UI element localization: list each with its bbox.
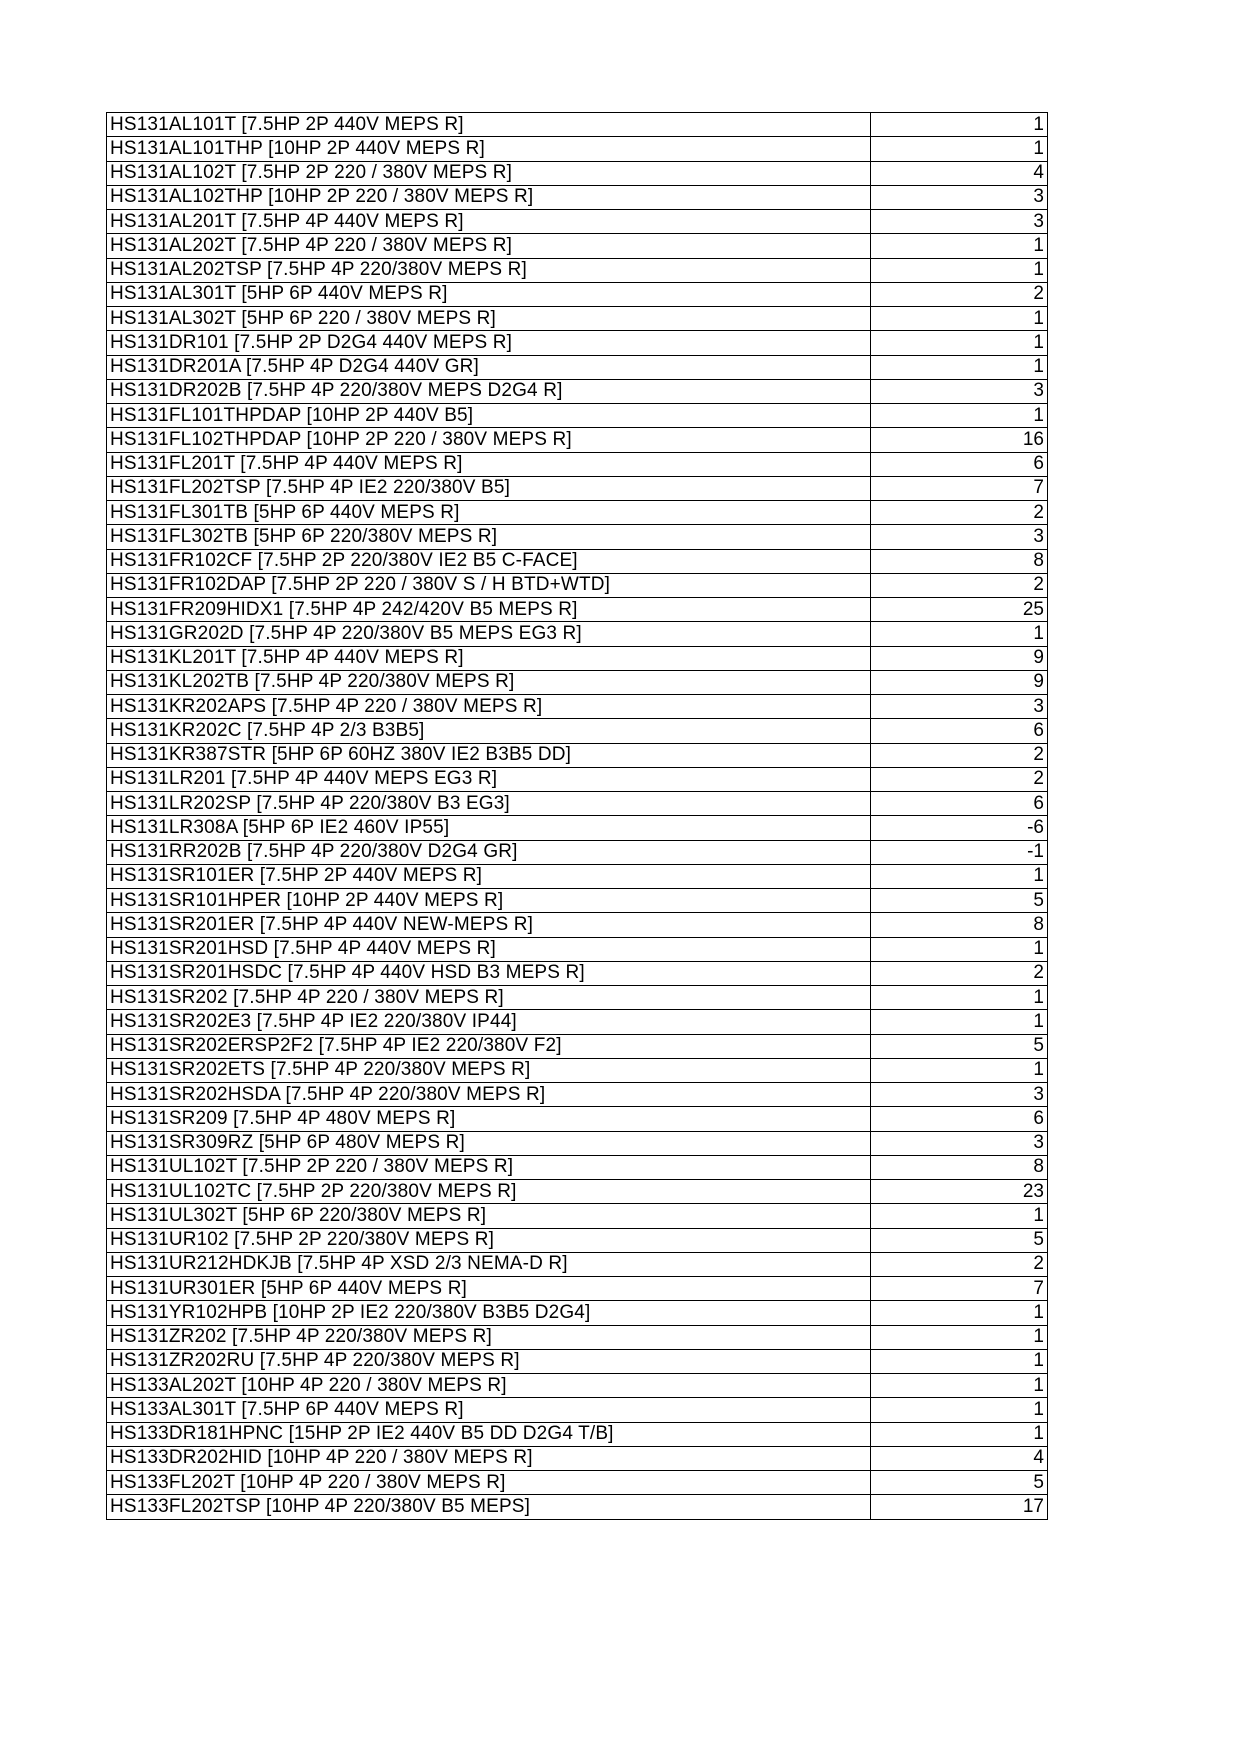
table-row bbox=[107, 501, 1048, 525]
item-description-cell: HS131DR201A [7.5HP 4P D2G4 440V GR] bbox=[107, 355, 871, 379]
table-row bbox=[107, 1422, 1048, 1446]
item-description-cell: HS131SR202ETS [7.5HP 4P 220/380V MEPS R] bbox=[107, 1058, 871, 1082]
item-quantity-cell: 1 bbox=[871, 1010, 1048, 1034]
item-description-cell: HS131FR209HIDX1 [7.5HP 4P 242/420V B5 MEPS R] bbox=[107, 598, 871, 622]
item-quantity-cell: 9 bbox=[871, 646, 1048, 670]
item-description-cell: HS131DR202B [7.5HP 4P 220/380V MEPS D2G4 R] bbox=[107, 379, 871, 403]
item-quantity-cell: 1 bbox=[871, 1204, 1048, 1228]
table-row bbox=[107, 1349, 1048, 1373]
item-description-cell: HS131FL301TB [5HP 6P 440V MEPS R] bbox=[107, 501, 871, 525]
inventory-table-body bbox=[107, 113, 1048, 1520]
table-row bbox=[107, 937, 1048, 961]
table-row bbox=[107, 1228, 1048, 1252]
table-row bbox=[107, 282, 1048, 306]
table-row bbox=[107, 379, 1048, 403]
item-quantity-cell: 2 bbox=[871, 743, 1048, 767]
item-quantity-cell: 3 bbox=[871, 185, 1048, 209]
table-row bbox=[107, 1083, 1048, 1107]
item-quantity-cell: 4 bbox=[871, 161, 1048, 185]
table-row bbox=[107, 258, 1048, 282]
table-row bbox=[107, 864, 1048, 888]
item-description-cell: HS133DR202HID [10HP 4P 220 / 380V MEPS R] bbox=[107, 1446, 871, 1470]
table-row bbox=[107, 331, 1048, 355]
item-quantity-cell: 2 bbox=[871, 573, 1048, 597]
item-description-cell: HS131AL101THP [10HP 2P 440V MEPS R] bbox=[107, 137, 871, 161]
table-row bbox=[107, 1034, 1048, 1058]
item-description-cell: HS131AL202T [7.5HP 4P 220 / 380V MEPS R] bbox=[107, 234, 871, 258]
item-quantity-cell: 6 bbox=[871, 452, 1048, 476]
table-row bbox=[107, 695, 1048, 719]
item-quantity-cell: 2 bbox=[871, 282, 1048, 306]
table-row bbox=[107, 185, 1048, 209]
item-description-cell: HS131AL101T [7.5HP 2P 440V MEPS R] bbox=[107, 113, 871, 137]
table-row bbox=[107, 889, 1048, 913]
inventory-table bbox=[106, 112, 1048, 1520]
item-quantity-cell: 5 bbox=[871, 1228, 1048, 1252]
item-quantity-cell: 1 bbox=[871, 1422, 1048, 1446]
item-quantity-cell: -1 bbox=[871, 840, 1048, 864]
item-description-cell: HS131ZR202RU [7.5HP 4P 220/380V MEPS R] bbox=[107, 1349, 871, 1373]
item-quantity-cell: 4 bbox=[871, 1446, 1048, 1470]
item-quantity-cell: 1 bbox=[871, 137, 1048, 161]
item-quantity-cell: 7 bbox=[871, 476, 1048, 500]
table-row bbox=[107, 1204, 1048, 1228]
item-description-cell: HS131FR102CF [7.5HP 2P 220/380V IE2 B5 C-FACE] bbox=[107, 549, 871, 573]
item-description-cell: HS133AL301T [7.5HP 6P 440V MEPS R] bbox=[107, 1398, 871, 1422]
table-row bbox=[107, 404, 1048, 428]
table-row bbox=[107, 961, 1048, 985]
item-quantity-cell: 5 bbox=[871, 889, 1048, 913]
item-description-cell: HS131SR201ER [7.5HP 4P 440V NEW-MEPS R] bbox=[107, 913, 871, 937]
table-row bbox=[107, 1374, 1048, 1398]
item-description-cell: HS131UR212HDKJB [7.5HP 4P XSD 2/3 NEMA-D R] bbox=[107, 1252, 871, 1276]
table-row bbox=[107, 670, 1048, 694]
item-quantity-cell: 17 bbox=[871, 1495, 1048, 1519]
item-quantity-cell: 1 bbox=[871, 1398, 1048, 1422]
item-description-cell: HS131KL202TB [7.5HP 4P 220/380V MEPS R] bbox=[107, 670, 871, 694]
item-quantity-cell: 1 bbox=[871, 404, 1048, 428]
table-row bbox=[107, 1398, 1048, 1422]
table-row bbox=[107, 1010, 1048, 1034]
table-row bbox=[107, 1277, 1048, 1301]
item-quantity-cell: 16 bbox=[871, 428, 1048, 452]
table-row bbox=[107, 1107, 1048, 1131]
table-row bbox=[107, 792, 1048, 816]
item-description-cell: HS131SR202 [7.5HP 4P 220 / 380V MEPS R] bbox=[107, 986, 871, 1010]
item-description-cell: HS131KR202APS [7.5HP 4P 220 / 380V MEPS R] bbox=[107, 695, 871, 719]
table-row bbox=[107, 816, 1048, 840]
item-description-cell: HS131AL302T [5HP 6P 220 / 380V MEPS R] bbox=[107, 307, 871, 331]
item-description-cell: HS131UR102 [7.5HP 2P 220/380V MEPS R] bbox=[107, 1228, 871, 1252]
table-row bbox=[107, 234, 1048, 258]
item-description-cell: HS133FL202TSP [10HP 4P 220/380V B5 MEPS] bbox=[107, 1495, 871, 1519]
item-description-cell: HS131KR387STR [5HP 6P 60HZ 380V IE2 B3B5 DD] bbox=[107, 743, 871, 767]
table-row bbox=[107, 743, 1048, 767]
item-quantity-cell: 1 bbox=[871, 307, 1048, 331]
item-quantity-cell: 8 bbox=[871, 549, 1048, 573]
item-description-cell: HS131KL201T [7.5HP 4P 440V MEPS R] bbox=[107, 646, 871, 670]
item-quantity-cell: 6 bbox=[871, 792, 1048, 816]
table-row bbox=[107, 573, 1048, 597]
item-quantity-cell: 2 bbox=[871, 767, 1048, 791]
table-row bbox=[107, 428, 1048, 452]
table-row bbox=[107, 210, 1048, 234]
table-row bbox=[107, 767, 1048, 791]
item-description-cell: HS131LR201 [7.5HP 4P 440V MEPS EG3 R] bbox=[107, 767, 871, 791]
table-row bbox=[107, 1155, 1048, 1179]
item-quantity-cell: 2 bbox=[871, 1252, 1048, 1276]
table-row bbox=[107, 646, 1048, 670]
table-row bbox=[107, 1446, 1048, 1470]
item-quantity-cell: 9 bbox=[871, 670, 1048, 694]
item-description-cell: HS131AL102THP [10HP 2P 220 / 380V MEPS R] bbox=[107, 185, 871, 209]
table-row bbox=[107, 719, 1048, 743]
item-quantity-cell: 1 bbox=[871, 1349, 1048, 1373]
item-quantity-cell: 1 bbox=[871, 986, 1048, 1010]
item-description-cell: HS131AL202TSP [7.5HP 4P 220/380V MEPS R] bbox=[107, 258, 871, 282]
item-description-cell: HS131UL302T [5HP 6P 220/380V MEPS R] bbox=[107, 1204, 871, 1228]
item-description-cell: HS131AL301T [5HP 6P 440V MEPS R] bbox=[107, 282, 871, 306]
table-row bbox=[107, 913, 1048, 937]
table-row bbox=[107, 1471, 1048, 1495]
item-description-cell: HS131FL102THPDAP [10HP 2P 220 / 380V MEPS R] bbox=[107, 428, 871, 452]
item-description-cell: HS131DR101 [7.5HP 2P D2G4 440V MEPS R] bbox=[107, 331, 871, 355]
item-quantity-cell: 3 bbox=[871, 1083, 1048, 1107]
item-quantity-cell: 5 bbox=[871, 1471, 1048, 1495]
table-row bbox=[107, 113, 1048, 137]
item-quantity-cell: 3 bbox=[871, 210, 1048, 234]
item-description-cell: HS131ZR202 [7.5HP 4P 220/380V MEPS R] bbox=[107, 1325, 871, 1349]
item-quantity-cell: 25 bbox=[871, 598, 1048, 622]
item-quantity-cell: 3 bbox=[871, 525, 1048, 549]
item-quantity-cell: 3 bbox=[871, 379, 1048, 403]
item-description-cell: HS131RR202B [7.5HP 4P 220/380V D2G4 GR] bbox=[107, 840, 871, 864]
item-quantity-cell: 1 bbox=[871, 864, 1048, 888]
item-quantity-cell: 2 bbox=[871, 501, 1048, 525]
table-row bbox=[107, 1301, 1048, 1325]
table-row bbox=[107, 1495, 1048, 1519]
item-description-cell: HS131FL302TB [5HP 6P 220/380V MEPS R] bbox=[107, 525, 871, 549]
item-quantity-cell: 1 bbox=[871, 331, 1048, 355]
item-quantity-cell: 1 bbox=[871, 113, 1048, 137]
table-row bbox=[107, 355, 1048, 379]
table-row bbox=[107, 307, 1048, 331]
item-description-cell: HS131SR201HSDC [7.5HP 4P 440V HSD B3 MEPS R] bbox=[107, 961, 871, 985]
item-quantity-cell: 5 bbox=[871, 1034, 1048, 1058]
item-description-cell: HS131AL201T [7.5HP 4P 440V MEPS R] bbox=[107, 210, 871, 234]
item-quantity-cell: 3 bbox=[871, 695, 1048, 719]
item-quantity-cell: 23 bbox=[871, 1180, 1048, 1204]
table-row bbox=[107, 476, 1048, 500]
item-quantity-cell: 1 bbox=[871, 1374, 1048, 1398]
item-quantity-cell: 3 bbox=[871, 1131, 1048, 1155]
table-row bbox=[107, 598, 1048, 622]
item-description-cell: HS133FL202T [10HP 4P 220 / 380V MEPS R] bbox=[107, 1471, 871, 1495]
table-row bbox=[107, 1131, 1048, 1155]
table-row bbox=[107, 1058, 1048, 1082]
item-description-cell: HS131SR202ERSP2F2 [7.5HP 4P IE2 220/380V F2] bbox=[107, 1034, 871, 1058]
table-row bbox=[107, 137, 1048, 161]
item-description-cell: HS131UR301ER [5HP 6P 440V MEPS R] bbox=[107, 1277, 871, 1301]
item-description-cell: HS131YR102HPB [10HP 2P IE2 220/380V B3B5 D2G4] bbox=[107, 1301, 871, 1325]
item-description-cell: HS131SR101HPER [10HP 2P 440V MEPS R] bbox=[107, 889, 871, 913]
item-quantity-cell: 1 bbox=[871, 937, 1048, 961]
item-quantity-cell: 1 bbox=[871, 622, 1048, 646]
item-description-cell: HS133DR181HPNC [15HP 2P IE2 440V B5 DD D2G4 T/B] bbox=[107, 1422, 871, 1446]
item-description-cell: HS131SR201HSD [7.5HP 4P 440V MEPS R] bbox=[107, 937, 871, 961]
item-quantity-cell: 1 bbox=[871, 1301, 1048, 1325]
item-quantity-cell: 6 bbox=[871, 1107, 1048, 1131]
item-description-cell: HS131FL201T [7.5HP 4P 440V MEPS R] bbox=[107, 452, 871, 476]
item-description-cell: HS131FR102DAP [7.5HP 2P 220 / 380V S / H BTD+WTD] bbox=[107, 573, 871, 597]
item-description-cell: HS133AL202T [10HP 4P 220 / 380V MEPS R] bbox=[107, 1374, 871, 1398]
table-row bbox=[107, 549, 1048, 573]
table-row bbox=[107, 161, 1048, 185]
item-quantity-cell: 1 bbox=[871, 234, 1048, 258]
item-description-cell: HS131UL102T [7.5HP 2P 220 / 380V MEPS R] bbox=[107, 1155, 871, 1179]
table-row bbox=[107, 1325, 1048, 1349]
table-row bbox=[107, 525, 1048, 549]
item-description-cell: HS131FL101THPDAP [10HP 2P 440V B5] bbox=[107, 404, 871, 428]
table-row bbox=[107, 1180, 1048, 1204]
item-quantity-cell: 1 bbox=[871, 1325, 1048, 1349]
item-quantity-cell: -6 bbox=[871, 816, 1048, 840]
item-description-cell: HS131SR202E3 [7.5HP 4P IE2 220/380V IP44] bbox=[107, 1010, 871, 1034]
item-quantity-cell: 8 bbox=[871, 913, 1048, 937]
item-description-cell: HS131AL102T [7.5HP 2P 220 / 380V MEPS R] bbox=[107, 161, 871, 185]
table-row bbox=[107, 840, 1048, 864]
item-quantity-cell: 1 bbox=[871, 258, 1048, 282]
table-row bbox=[107, 986, 1048, 1010]
item-description-cell: HS131SR209 [7.5HP 4P 480V MEPS R] bbox=[107, 1107, 871, 1131]
item-description-cell: HS131LR202SP [7.5HP 4P 220/380V B3 EG3] bbox=[107, 792, 871, 816]
item-description-cell: HS131SR309RZ [5HP 6P 480V MEPS R] bbox=[107, 1131, 871, 1155]
item-description-cell: HS131UL102TC [7.5HP 2P 220/380V MEPS R] bbox=[107, 1180, 871, 1204]
item-quantity-cell: 6 bbox=[871, 719, 1048, 743]
item-quantity-cell: 8 bbox=[871, 1155, 1048, 1179]
item-quantity-cell: 7 bbox=[871, 1277, 1048, 1301]
item-description-cell: HS131FL202TSP [7.5HP 4P IE2 220/380V B5] bbox=[107, 476, 871, 500]
item-quantity-cell: 2 bbox=[871, 961, 1048, 985]
item-description-cell: HS131LR308A [5HP 6P IE2 460V IP55] bbox=[107, 816, 871, 840]
table-row bbox=[107, 1252, 1048, 1276]
item-quantity-cell: 1 bbox=[871, 1058, 1048, 1082]
table-row bbox=[107, 452, 1048, 476]
item-description-cell: HS131GR202D [7.5HP 4P 220/380V B5 MEPS EG3 R] bbox=[107, 622, 871, 646]
table-row bbox=[107, 622, 1048, 646]
item-description-cell: HS131SR202HSDA [7.5HP 4P 220/380V MEPS R] bbox=[107, 1083, 871, 1107]
item-description-cell: HS131SR101ER [7.5HP 2P 440V MEPS R] bbox=[107, 864, 871, 888]
item-quantity-cell: 1 bbox=[871, 355, 1048, 379]
item-description-cell: HS131KR202C [7.5HP 4P 2/3 B3B5] bbox=[107, 719, 871, 743]
